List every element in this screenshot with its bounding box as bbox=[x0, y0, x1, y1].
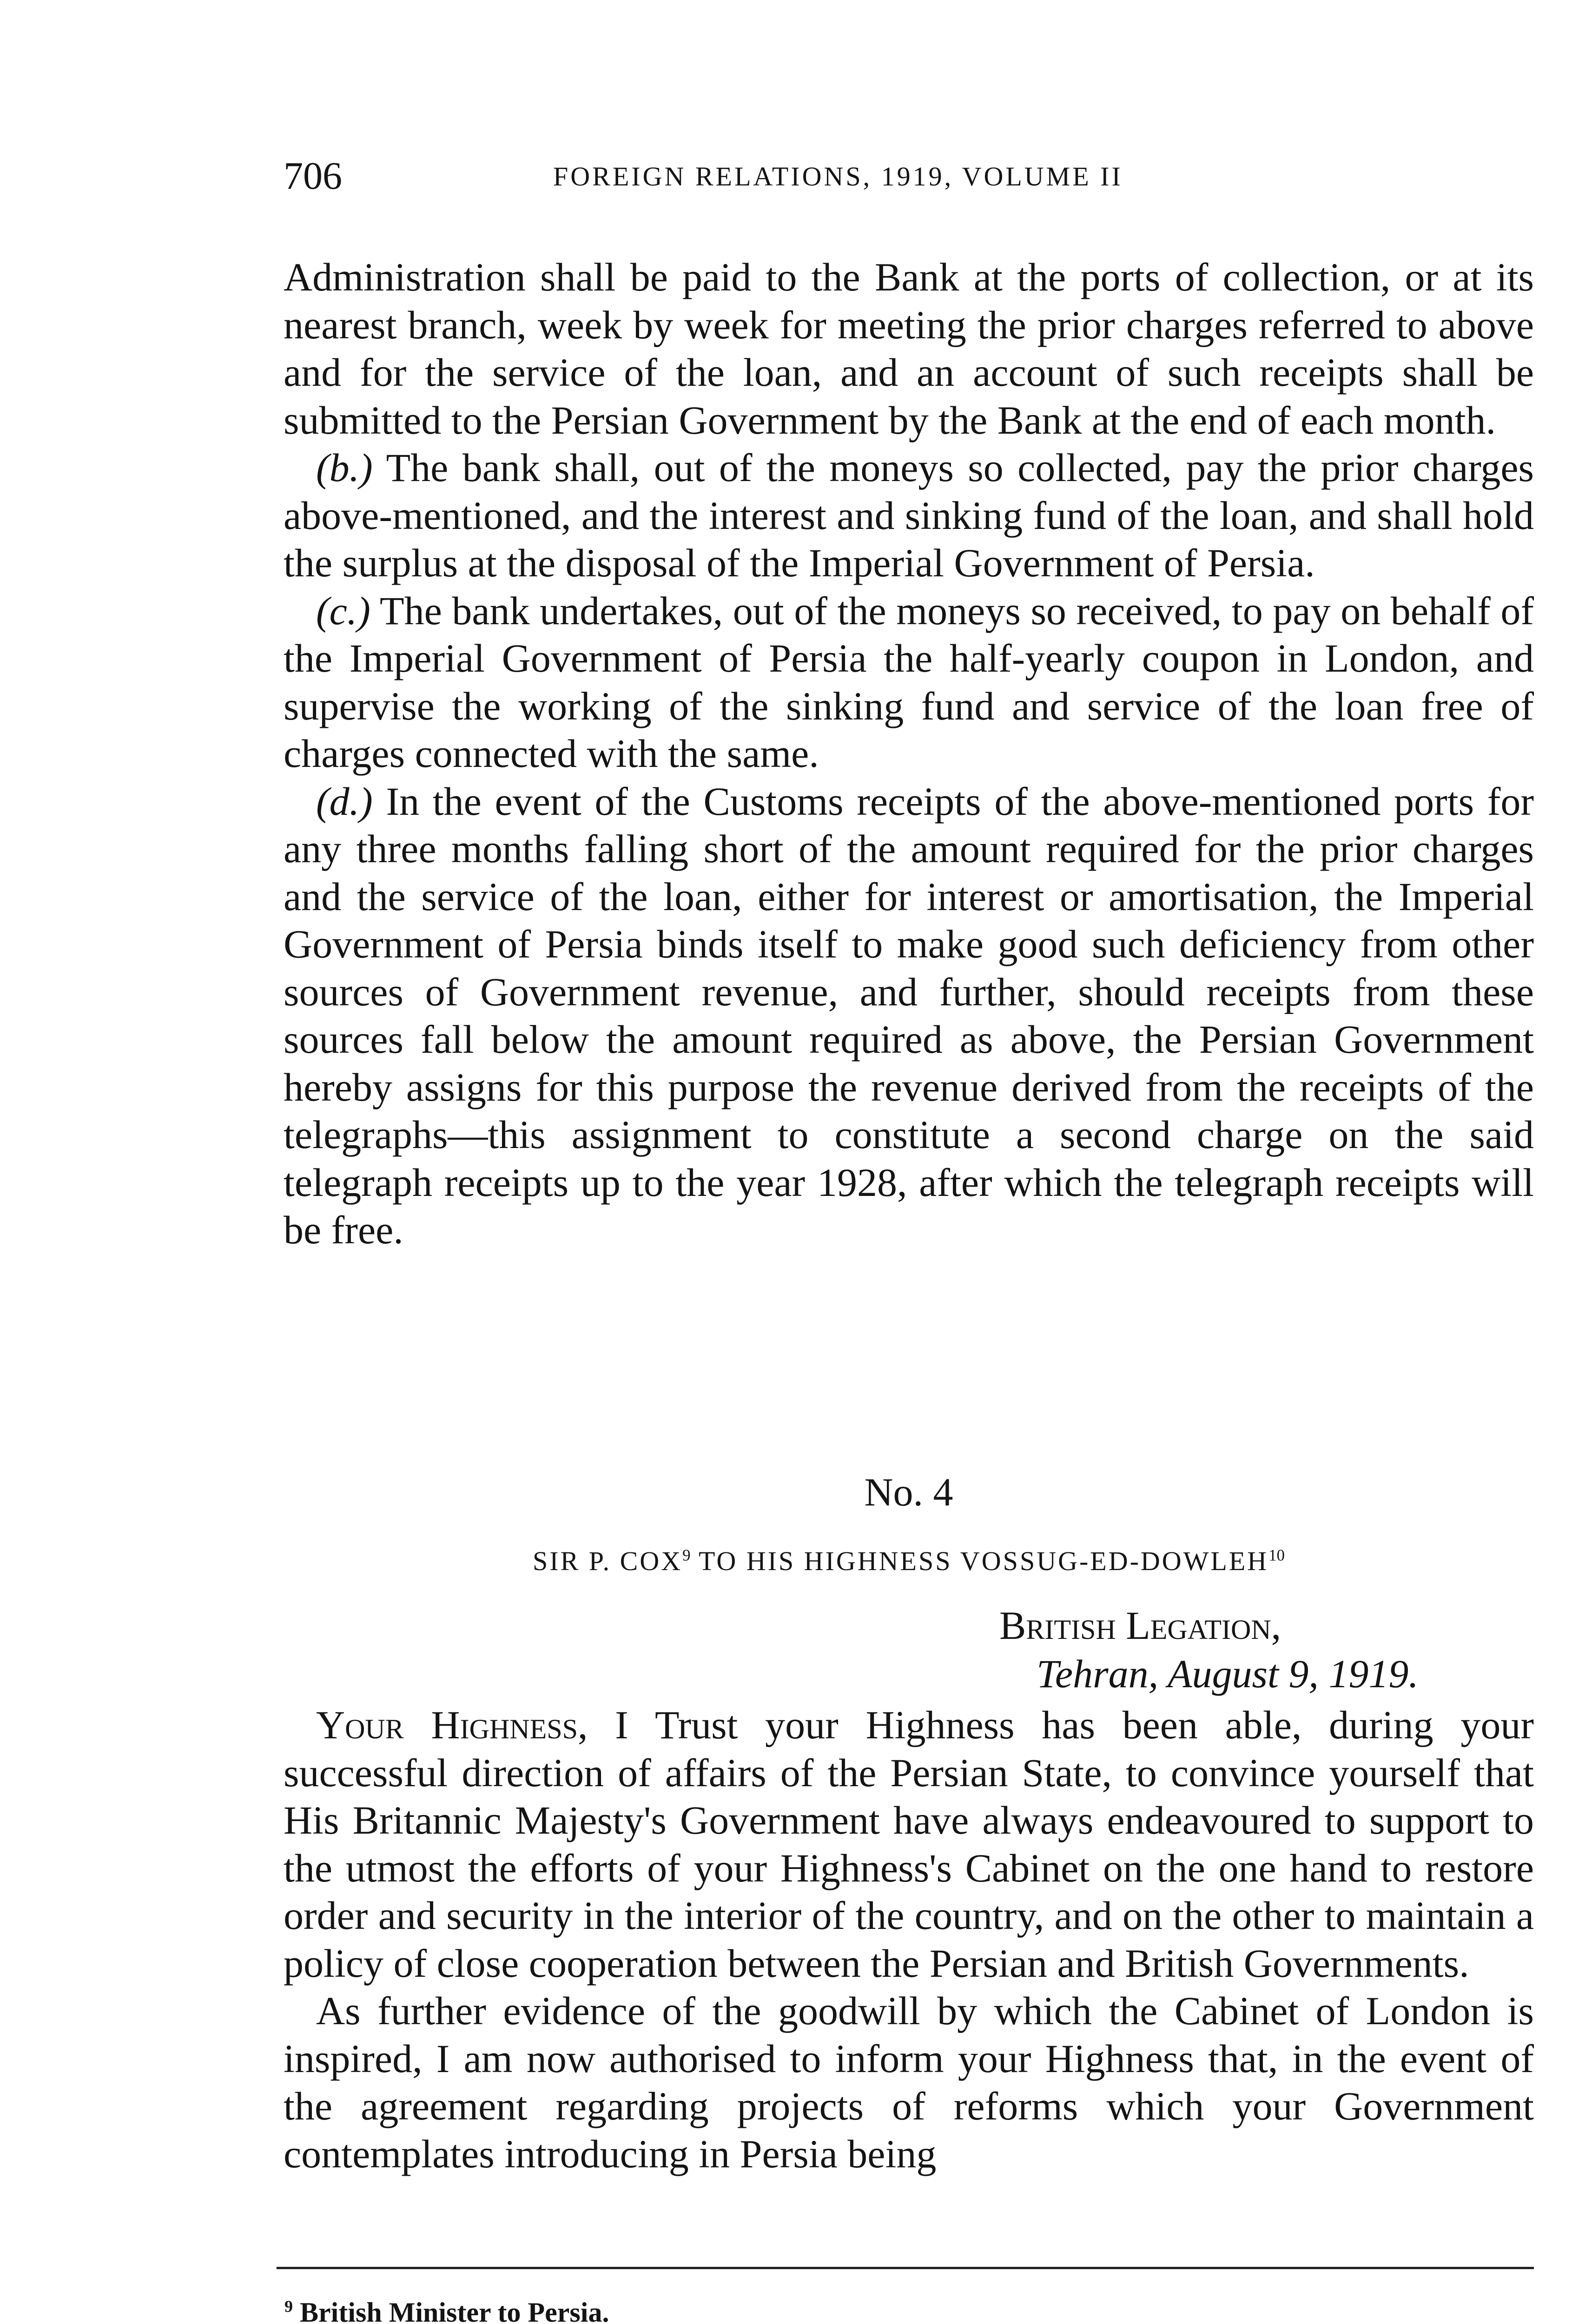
footnote-text: British Minister to Persia. bbox=[300, 2297, 609, 2324]
clause-text: The bank undertakes, out of the moneys so received, to pay on behalf of the Imperial Government of Persia the half-yearly coupon in London, and supervise the working of the sinking fund and service of the loan free of charges connected with the same. bbox=[284, 588, 1534, 776]
title-from: SIR P. COX bbox=[533, 1546, 683, 1576]
clause-c bbox=[284, 587, 1534, 778]
place: British Legation, bbox=[999, 1603, 1281, 1648]
clause-d bbox=[284, 778, 1534, 1254]
running-head: FOREIGN RELATIONS, 1919, VOLUME II bbox=[553, 161, 1123, 191]
dateline bbox=[999, 1601, 1419, 1698]
document-title bbox=[284, 1545, 1534, 1577]
continuation-paragraph: Administration shall be paid to the Bank at the ports of collection, or at its nearest branch, week by week for meeting the prior charges referred to above and for the service of the loan, and an account of such receipts shall be submitted to the Persian Government by the Bank at the end of each month. bbox=[284, 255, 1534, 442]
clause-label: (d.) bbox=[316, 779, 373, 824]
footnote-ref-9: 9 bbox=[682, 1546, 691, 1565]
paragraph-text: I Trust your Highness has been able, during your successful direction of affairs of the Persian State, to convince yourself that His Britannic Majesty's Government have always endeavoured to support to the utmost the efforts of your Highness's Cabinet on the one hand to restore order and security in the interior of the country, and on the other to maintain a policy of close cooperation between the Persian and British Governments. bbox=[284, 1703, 1534, 1986]
footnote-mark: 9 bbox=[284, 2297, 293, 2316]
footnotes bbox=[284, 2289, 609, 2324]
clause-label: (c.) bbox=[316, 588, 370, 633]
clause-text: In the event of the Customs receipts of the above-mentioned ports for any three months falling short of the amount required for the prior charges and the service of the loan, either for interest or amortisation, the Imperial Government of Persia binds itself to make good such deficiency from other sources of Government revenue, and further, should receipts from these sources fall below the amount required as above, the Persian Government hereby assigns for this purpose the revenue derived from the receipts of the telegraphs—this assignment to constitute a second charge on the said telegraph receipts up to the year 1928, after which the telegraph receipts will be free. bbox=[284, 779, 1534, 1252]
salutation: Your Highness, bbox=[316, 1703, 588, 1747]
clause-b bbox=[284, 444, 1534, 587]
letter-body bbox=[284, 1701, 1534, 2178]
page-number: 706 bbox=[284, 154, 342, 198]
letter-paragraph: As further evidence of the goodwill by which the Cabinet of London is inspired, I am now authorised to inform your Highness that, in the event of the agreement regarding projects of reforms which your Government contemplates introducing in Persia being bbox=[284, 1988, 1534, 2176]
clause-text: The bank shall, out of the moneys so collected, pay the prior charges above-mentioned, and the interest and sinking fund of the loan, and shall hold the surplus at the disposal of the Imperial Government of Persia. bbox=[284, 445, 1534, 585]
continuation-block bbox=[284, 253, 1534, 1254]
date: Tehran, August 9, 1919. bbox=[1037, 1651, 1419, 1696]
footnote bbox=[284, 2289, 609, 2324]
title-to: TO HIS HIGHNESS VOSSUG-ED-DOWLEH bbox=[698, 1546, 1269, 1576]
footnote-ref-10: 10 bbox=[1268, 1546, 1285, 1565]
letter-paragraph bbox=[284, 1701, 1534, 1987]
footnote-rule bbox=[277, 2267, 1534, 2269]
clause-label: (b.) bbox=[316, 445, 373, 490]
document-number: No. 4 bbox=[864, 1470, 953, 1514]
page-header bbox=[284, 153, 1539, 205]
